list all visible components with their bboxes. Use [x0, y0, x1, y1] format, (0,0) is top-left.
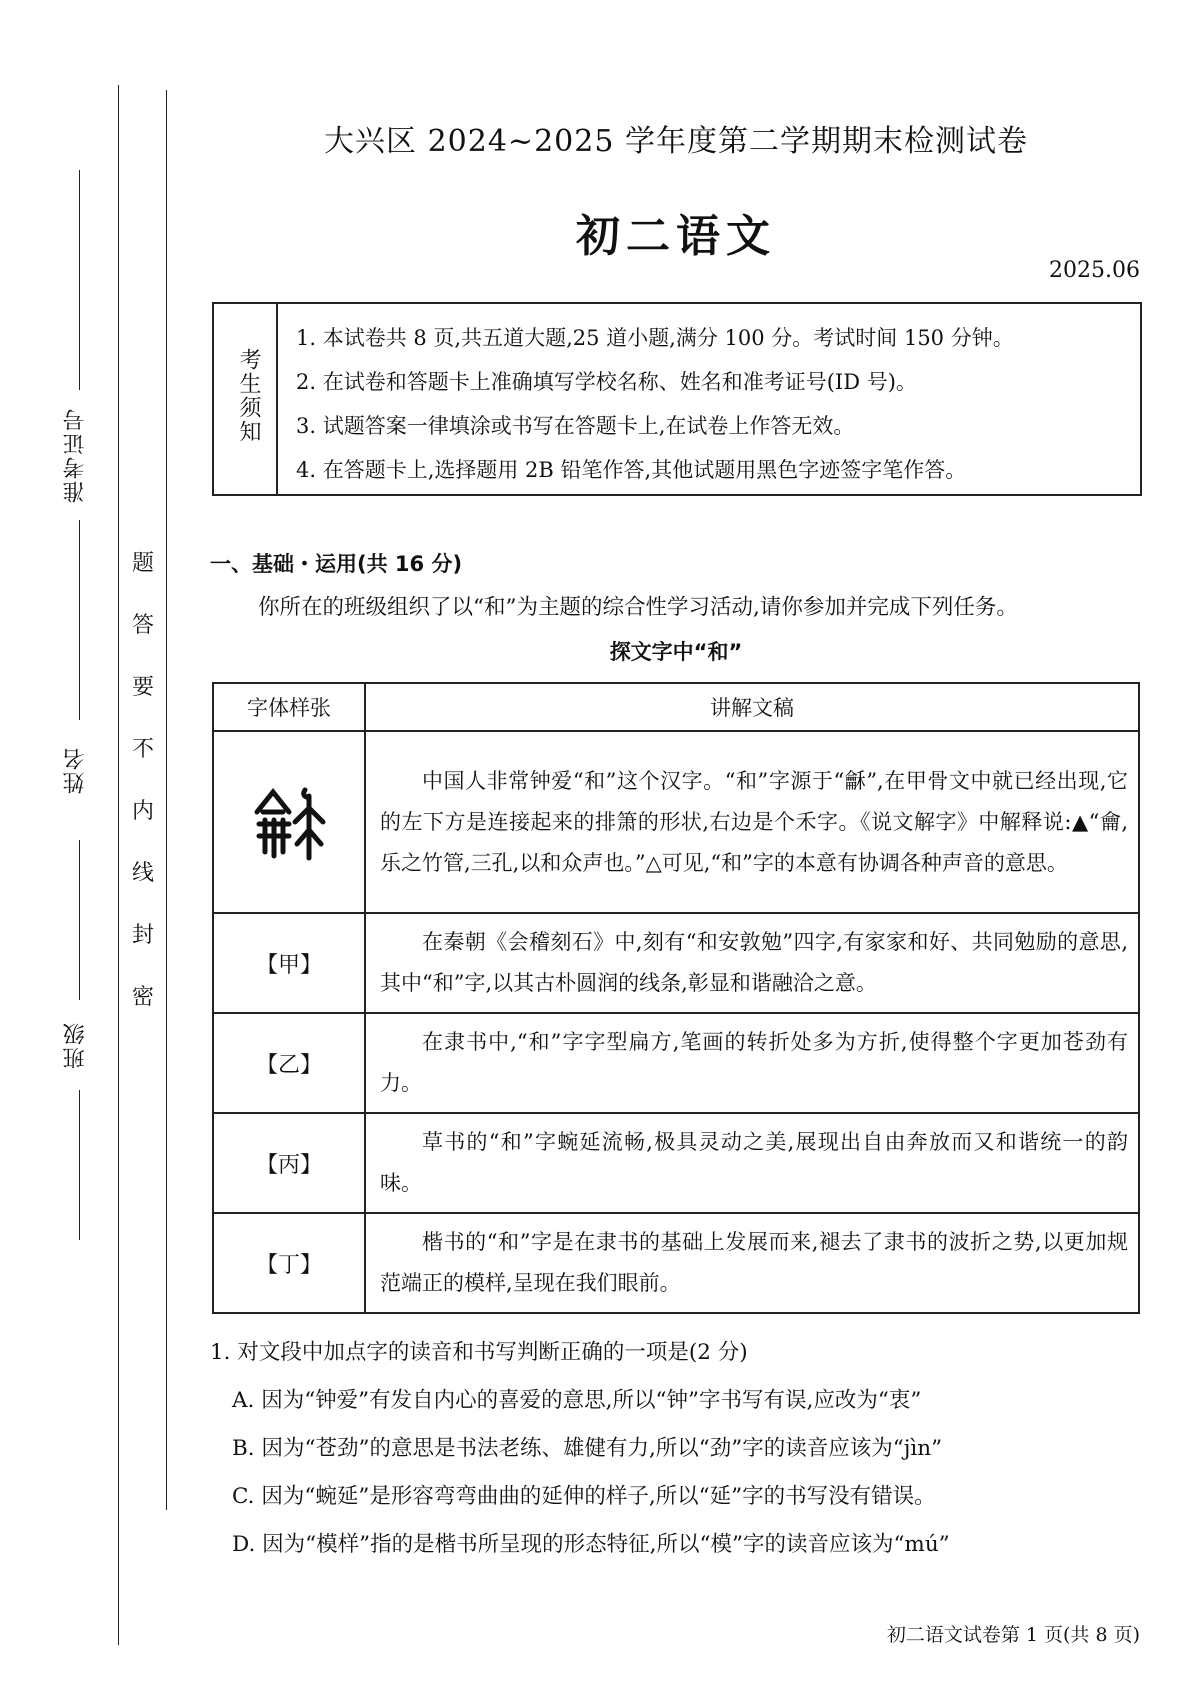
row-text: 草书的“和”字蜿延流畅,极具灵动之美,展现出自由奔放而又和谐统一的韵味。 — [365, 1113, 1139, 1213]
section-title: 一、基础・运用(共 16 分) — [210, 552, 463, 576]
binding-line-outer — [118, 85, 119, 1645]
id-number-blank[interactable] — [79, 170, 80, 390]
option-c: C. 因为“蜿延”是形容弯弯曲曲的延伸的样子,所以“延”字的书写没有错误。 — [232, 1484, 936, 1509]
seal-char: 内 — [131, 799, 154, 824]
table-row — [213, 1213, 1139, 1313]
exam-date: 2025.06 — [1049, 258, 1140, 283]
class-label: 班级 — [63, 1021, 88, 1069]
name-blank[interactable] — [79, 520, 80, 720]
class-blank-lower[interactable] — [79, 1090, 80, 1240]
section-intro: 你所在的班级组织了以“和”为主题的综合性学习活动,请你参加并完成下列任务。 — [258, 595, 1018, 620]
notice-label-cell — [214, 304, 278, 494]
notice-label: 考生须知 — [236, 348, 261, 444]
option-b: B. 因为“苍劲”的意思是书法老练、雄健有力,所以“劲”字的读音应该为“jìn” — [232, 1436, 943, 1461]
notice-list — [296, 316, 1014, 492]
row-text: 中国人非常钟爱“和”这个汉字。“和”字源于“龢”,在甲骨文中就已经出现,它的左下方是连接起来的排箫的形状,右边是个禾字。《说文解字》中解释说:▲“龠,乐之竹管,三孔,以和众声也。”△可见,“和”字的本意有协调各种声音的意思。 — [365, 731, 1139, 913]
table-row — [213, 1113, 1139, 1213]
id-number-field[interactable] — [60, 170, 100, 510]
binding-margin — [0, 0, 170, 1682]
row-text: 在秦朝《会稽刻石》中,刻有“和安敦勉”四字,有家家和好、共同勉励的意思,其中“和”字,以其古朴圆润的线条,彰显和谐融洽之意。 — [365, 913, 1139, 1013]
col-header-sample: 字体样张 — [213, 683, 365, 731]
row-label: 【乙】 — [213, 1013, 365, 1113]
seal-char: 封 — [131, 923, 154, 948]
seal-char: 要 — [131, 675, 154, 700]
row-label: 【丁】 — [213, 1213, 365, 1313]
row-text: 在隶书中,“和”字字型扁方,笔画的转折处多为方折,使得整个字更加苍劲有力。 — [365, 1013, 1139, 1113]
table-row — [213, 731, 1139, 913]
notice-item: 3. 试题答案一律填涂或书写在答题卡上,在试卷上作答无效。 — [296, 414, 855, 438]
exam-title: 大兴区 2024~2025 学年度第二学期期末检测试卷 — [324, 124, 1028, 159]
question-1-stem: 1. 对文段中加点字的读音和书写判断正确的一项是(2 分) — [210, 1340, 748, 1365]
table-row — [213, 1013, 1139, 1113]
name-field[interactable] — [60, 520, 100, 840]
seal-char: 密 — [131, 985, 154, 1010]
row-label: 【丙】 — [213, 1113, 365, 1213]
class-blank[interactable] — [79, 840, 80, 1000]
notice-item: 1. 本试卷共 8 页,共五道大题,25 道小题,满分 100 分。考试时间 150 分钟。 — [296, 326, 1014, 350]
subject-title: 初二语文 — [576, 211, 776, 262]
table-header-row — [213, 683, 1139, 731]
candidate-notice-box — [212, 302, 1142, 496]
name-label: 姓名 — [63, 746, 88, 794]
seal-char: 题 — [131, 551, 154, 576]
table-title: 探文字中“和” — [609, 640, 743, 664]
option-a: A. 因为“钟爱”有发自内心的喜爱的意思,所以“钟”字书写有误,应改为“衷” — [232, 1388, 922, 1413]
seal-char: 答 — [131, 613, 154, 638]
notice-item: 4. 在答题卡上,选择题用 2B 铅笔作答,其他试题用黑色字迹签字笔作答。 — [296, 458, 967, 482]
table-row — [213, 913, 1139, 1013]
row-label: 【甲】 — [213, 913, 365, 1013]
id-number-label: 准考证号 — [63, 407, 88, 503]
row-text: 楷书的“和”字是在隶书的基础上发展而来,褪去了隶书的波折之势,以更加规范端正的模样,呈现在我们眼前。 — [365, 1213, 1139, 1313]
col-header-text: 讲解文稿 — [365, 683, 1139, 731]
notice-item: 2. 在试卷和答题卡上准确填写学校名称、姓名和准考证号(ID 号)。 — [296, 370, 917, 394]
class-field[interactable] — [60, 840, 100, 1240]
seal-char: 线 — [131, 861, 154, 886]
binding-line-inner — [166, 90, 167, 1510]
oracle-bone-glyph-icon — [249, 782, 329, 862]
option-d: D. 因为“模样”指的是楷书所呈现的形态特征,所以“模”字的读音应该为“mú” — [232, 1532, 950, 1557]
seal-char: 不 — [131, 737, 154, 762]
page-footer: 初二语文试卷第 1 页(共 8 页) — [886, 1624, 1140, 1646]
oracle-bone-glyph-cell — [213, 731, 365, 913]
calligraphy-table — [212, 682, 1140, 1314]
